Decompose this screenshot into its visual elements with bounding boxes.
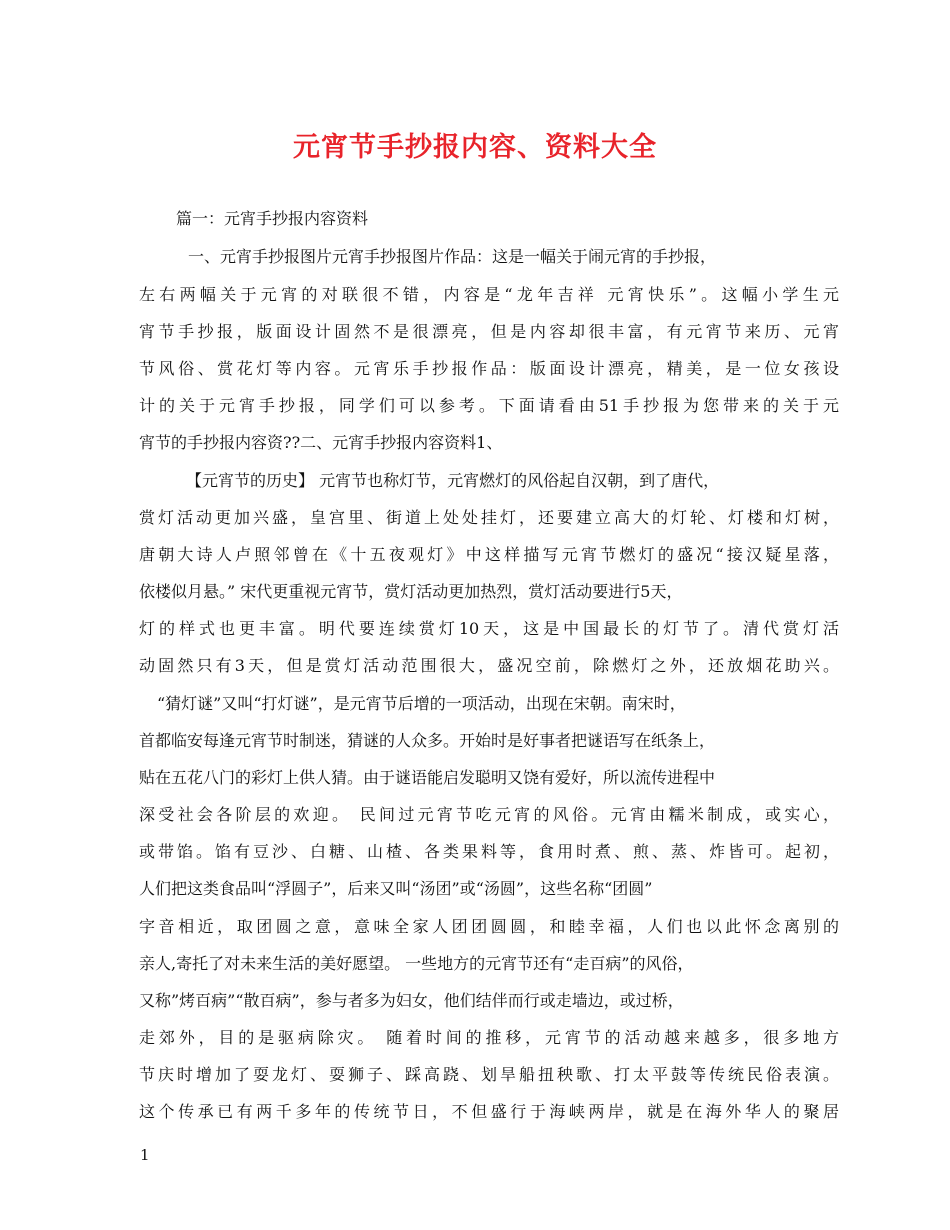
paragraph-line: 赏灯活动更加兴盛，皇宫里、街道上处处挂灯，还要建立高大的灯轮、灯楼和灯树， bbox=[139, 508, 839, 527]
paragraph-line: 首都临安每逢元宵节时制迷，猜谜的人众多。开始时是好事者把谜语写在纸条上， bbox=[139, 731, 716, 750]
paragraph-line: 这个传承已有两千多年的传统节日，不但盛行于海峡两岸，就是在海外华人的聚居 bbox=[139, 1102, 839, 1121]
paragraph-line: 贴在五花八门的彩灯上供人猜。由于谜语能启发聪明又饶有爱好，所以流传进程中 bbox=[139, 768, 716, 787]
paragraph-line: 依楼似月悬。” 宋代更重视元宵节，赏灯活动更加热烈，赏灯活动要进行5天， bbox=[139, 582, 683, 601]
paragraph-line: 或带馅。馅有豆沙、白糖、山楂、各类果料等，食用时煮、煎、蒸、炸皆可。起初， bbox=[139, 842, 839, 861]
paragraph-line: 灯的样式也更丰富。明代要连续赏灯10天，这是中国最长的灯节了。清代赏灯活 bbox=[139, 619, 839, 638]
paragraph-line: 走郊外，目的是驱病除灾。 随着时间的推移，元宵节的活动越来越多，很多地方 bbox=[139, 1028, 839, 1047]
paragraph-line: “猜灯谜”又叫“打灯谜”，是元宵节后增的一项活动，出现在宋朝。南宋时， bbox=[157, 694, 686, 713]
paragraph-line: 深受社会各阶层的欢迎。 民间过元宵节吃元宵的风俗。元宵由糯米制成，或实心， bbox=[139, 805, 839, 824]
section-heading: 篇一：元宵手抄报内容资料 bbox=[176, 209, 369, 228]
paragraph-line: 亲人,寄托了对未来生活的美好愿望。 一些地方的元宵节还有“走百病”的风俗， bbox=[139, 954, 694, 973]
page-number: 1 bbox=[140, 1146, 150, 1164]
paragraph-line: 又称”烤百病”“散百病”，参与者多为妇女，他们结伴而行或走墙边，或过桥， bbox=[139, 991, 684, 1010]
paragraph-line: 宵节手抄报，版面设计固然不是很漂亮，但是内容却很丰富，有元宵节来历、元宵 bbox=[139, 322, 839, 341]
paragraph-line: 节风俗、赏花灯等内容。元宵乐手抄报作品：版面设计漂亮，精美，是一位女孩设 bbox=[139, 359, 839, 378]
paragraph-line: 计的关于元宵手抄报，同学们可以参考。下面请看由51手抄报为您带来的关于元 bbox=[139, 396, 839, 415]
paragraph-line: 字音相近，取团圆之意，意味全家人团团圆圆，和睦幸福，人们也以此怀念离别的 bbox=[139, 917, 839, 936]
paragraph-line: 左右两幅关于元宵的对联很不错，内容是“龙年吉祥 元宵快乐”。这幅小学生元 bbox=[139, 285, 839, 304]
paragraph-line: 唐朝大诗人卢照邻曾在《十五夜观灯》中这样描写元宵节燃灯的盛况“接汉疑星落， bbox=[139, 545, 839, 564]
paragraph-line: 【元宵节的历史】 元宵节也称灯节，元宵燃灯的风俗起自汉朝，到了唐代， bbox=[186, 471, 720, 490]
paragraph-line: 宵节的手抄报内容资??二、元宵手抄报内容资料1、 bbox=[139, 433, 503, 452]
paragraph-line: 动固然只有3天，但是赏灯活动范围很大，盛况空前，除燃灯之外，还放烟花助兴。 bbox=[139, 656, 839, 675]
paragraph-line: 一、元宵手抄报图片元宵手抄报图片作品：这是一幅关于闹元宵的手抄报， bbox=[188, 247, 717, 266]
paragraph-line: 节庆时增加了耍龙灯、耍狮子、踩高跷、划旱船扭秧歌、打太平鼓等传统民俗表演。 bbox=[139, 1065, 839, 1084]
page-title: 元宵节手抄报内容、资料大全 bbox=[293, 132, 657, 163]
paragraph-line: 人们把这类食品叫“浮圆子”，后来又叫“汤团”或“汤圆”，这些名称“团圆” bbox=[139, 879, 653, 898]
